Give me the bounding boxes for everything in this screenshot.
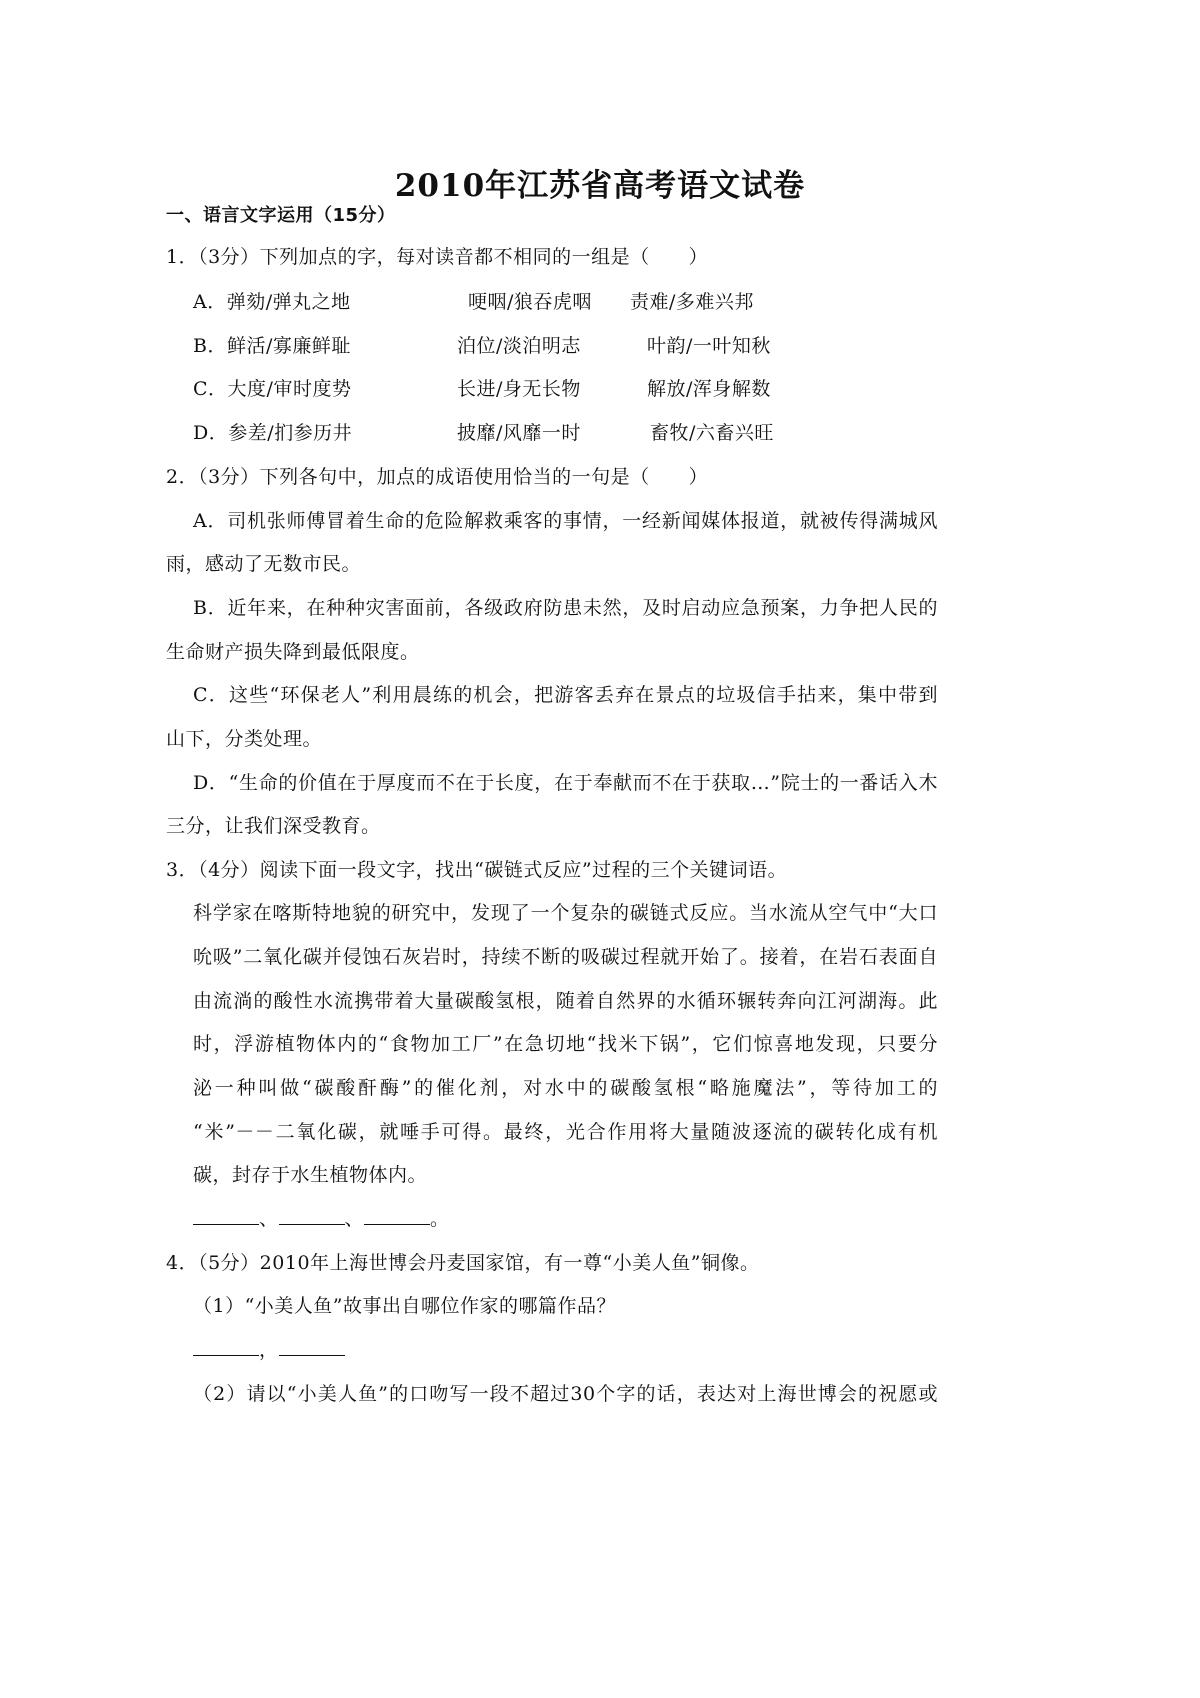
q1-option-b-right: 叶韵/一叶知秋 [647, 335, 771, 357]
page-title: 2010年江苏省高考语文试卷 [394, 168, 806, 204]
q1-option-a-mid: 哽咽/狼吞虎咽 [468, 291, 592, 313]
q4-answer-blank-2[interactable] [279, 1337, 345, 1356]
question-2-stem: 2．（3分）下列各句中，加点的成语使用恰当的一句是（ ） [166, 466, 709, 488]
q2-option-b-line1: B．近年来，在种种灾害面前，各级政府防患未然，及时启动应急预案，力争把人民的 [193, 597, 938, 619]
q1-option-a-right: 责难/多难兴邦 [630, 291, 754, 313]
q2-option-b-line2: 生命财产损失降到最低限度。 [166, 641, 420, 663]
q3-passage-line6: “米”－－二氧化碳，就唾手可得。最终，光合作用将大量随波逐流的碳转化成有机 [193, 1121, 938, 1143]
question-4-stem: 4．（5分）2010年上海世博会丹麦国家馆，有一尊“小美人鱼”铜像。 [166, 1252, 760, 1274]
q3-passage-line1: 科学家在喀斯特地貌的研究中，发现了一个复杂的碳链式反应。当水流从空气中“大口 [193, 902, 938, 924]
q2-option-c-line2: 山下，分类处理。 [166, 728, 323, 750]
q1-option-c-right: 解放/浑身解数 [647, 378, 771, 400]
q3-passage-line7: 碳，封存于水生植物体内。 [193, 1164, 428, 1186]
q3-separator-1: 、 [259, 1208, 279, 1230]
q1-option-b-left: B．鲜活/寡廉鲜耻 [193, 335, 351, 357]
q3-end-mark: 。 [430, 1208, 450, 1230]
section-heading: 一、语言文字运用（15分） [166, 205, 396, 226]
q3-answer-blank-2[interactable] [279, 1206, 345, 1225]
q3-answer-line [193, 1206, 450, 1232]
q3-passage-line3: 由流淌的酸性水流携带着大量碳酸氢根，随着自然界的水循环辗转奔向江河湖海。此 [193, 990, 938, 1012]
q4-separator: ， [259, 1339, 279, 1361]
q1-option-c-left: C．大度/审时度势 [193, 378, 352, 400]
q3-answer-blank-3[interactable] [364, 1206, 430, 1225]
q4-answer-blank-1[interactable] [193, 1337, 259, 1356]
q1-option-c-mid: 长进/身无长物 [457, 378, 581, 400]
q1-option-a-left: A．弹劾/弹丸之地 [193, 291, 351, 313]
q2-option-d-line1: D．“生命的价值在于厚度而不在于长度，在于奉献而不在于获取…”院士的一番话入木 [193, 772, 938, 794]
q2-option-d-line2: 三分，让我们深受教育。 [166, 815, 381, 837]
q2-option-a-line1: A．司机张师傅冒着生命的危险解救乘客的事情，一经新闻媒体报道，就被传得满城风 [193, 510, 938, 532]
q3-passage-line4: 时，浮游植物体内的“食物加工厂”在急切地“找米下锅”，它们惊喜地发现，只要分 [193, 1033, 938, 1055]
q1-option-d-right: 畜牧/六畜兴旺 [650, 422, 774, 444]
q4-subquestion-2: （2）请以“小美人鱼”的口吻写一段不超过30个字的话，表达对上海世博会的祝愿或 [193, 1383, 938, 1405]
question-3-stem: 3．（4分）阅读下面一段文字，找出“碳链式反应”过程的三个关键词语。 [166, 859, 788, 881]
q4-subquestion-1: （1）“小美人鱼”故事出自哪位作家的哪篇作品？ [193, 1295, 617, 1317]
q3-separator-2: 、 [344, 1208, 365, 1230]
q1-option-b-mid: 泊位/淡泊明志 [457, 335, 581, 357]
q3-passage-line5: 泌一种叫做“碳酸酐酶”的催化剂，对水中的碳酸氢根“略施魔法”，等待加工的 [193, 1077, 938, 1099]
question-1-stem: 1．（3分）下列加点的字，每对读音都不相同的一组是（ ） [166, 246, 709, 268]
q2-option-a-line2: 雨，感动了无数市民。 [166, 553, 362, 575]
q1-option-d-mid: 披靡/风靡一时 [457, 422, 581, 444]
q3-passage-line2: 吮吸”二氧化碳并侵蚀石灰岩时，持续不断的吸碳过程就开始了。接着，在岩石表面自 [193, 946, 938, 968]
q1-option-d-left: D．参差/扪参历井 [193, 422, 353, 444]
q4-answer-line-1 [193, 1337, 345, 1363]
q2-option-c-line1: C．这些“环保老人”利用晨练的机会，把游客丢弃在景点的垃圾信手拈来，集中带到 [193, 684, 938, 706]
q3-answer-blank-1[interactable] [193, 1206, 259, 1225]
